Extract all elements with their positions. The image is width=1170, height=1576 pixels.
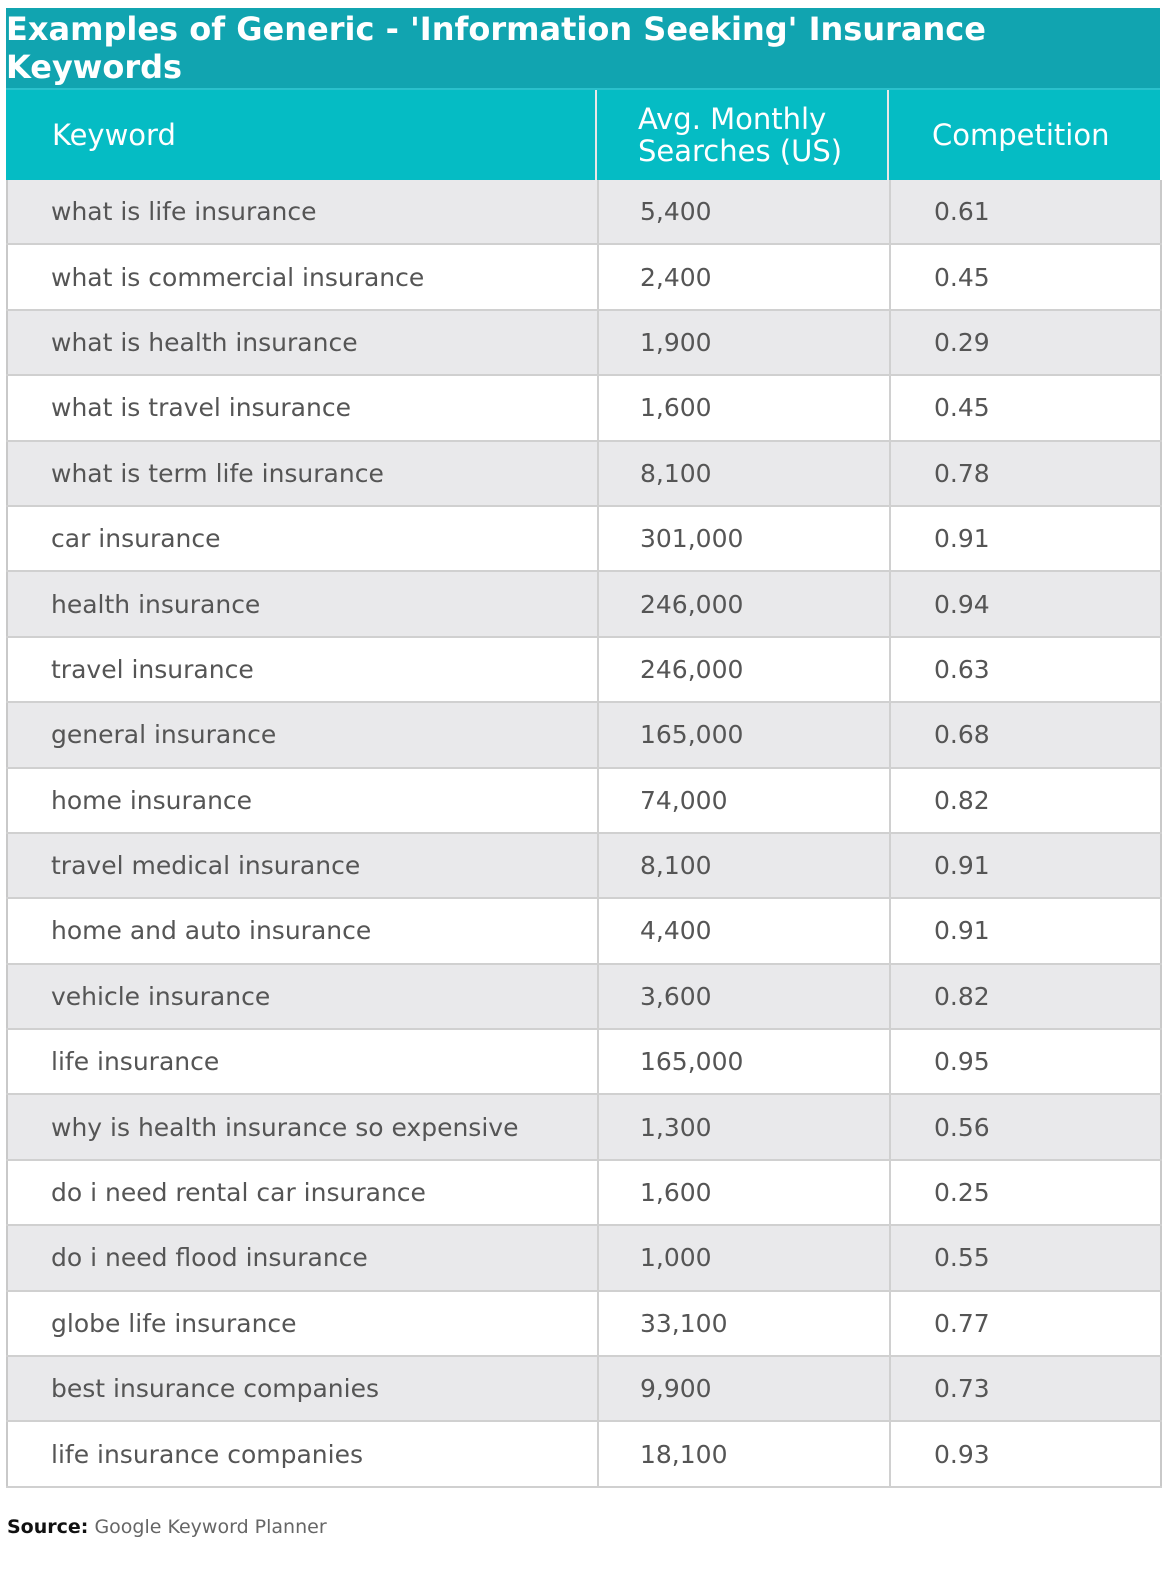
table-row	[7, 702, 1161, 767]
table-row	[7, 1029, 1161, 1094]
competition-cell: 0.68	[890, 702, 1161, 767]
keyword-cell: travel insurance	[7, 637, 598, 702]
table-row	[7, 1094, 1161, 1159]
keyword-cell: life insurance companies	[7, 1421, 598, 1486]
competition-cell: 0.73	[890, 1356, 1161, 1421]
table-row	[7, 571, 1161, 636]
table-row	[7, 898, 1161, 963]
keyword-cell: what is commercial insurance	[7, 244, 598, 309]
keyword-cell: general insurance	[7, 702, 598, 767]
header-keyword: Keyword	[6, 90, 597, 180]
table-row	[7, 506, 1161, 571]
keyword-cell: life insurance	[7, 1029, 598, 1094]
competition-cell: 0.82	[890, 964, 1161, 1029]
searches-cell: 1,000	[598, 1225, 890, 1290]
table-row	[7, 244, 1161, 309]
searches-cell: 1,600	[598, 375, 890, 440]
table-header	[6, 90, 1160, 180]
source-text: Google Keyword Planner	[94, 1516, 327, 1538]
header-searches-line2: Searches (US)	[638, 134, 843, 168]
searches-cell: 1,900	[598, 310, 890, 375]
keyword-cell: do i need rental car insurance	[7, 1160, 598, 1225]
table-row	[7, 375, 1161, 440]
table-row	[7, 1225, 1161, 1290]
table-title: Examples of Generic - 'Information Seeking' Insurance Keywords	[6, 8, 1160, 90]
competition-cell: 0.91	[890, 833, 1161, 898]
keyword-cell: what is term life insurance	[7, 441, 598, 506]
searches-cell: 8,100	[598, 441, 890, 506]
table-row	[7, 637, 1161, 702]
keyword-cell: best insurance companies	[7, 1356, 598, 1421]
competition-cell: 0.45	[890, 375, 1161, 440]
table-row	[7, 964, 1161, 1029]
competition-cell: 0.63	[890, 637, 1161, 702]
searches-cell: 5,400	[598, 180, 890, 244]
table-row	[7, 310, 1161, 375]
table-row	[7, 833, 1161, 898]
keyword-cell: health insurance	[7, 571, 598, 636]
source-label: Source:	[7, 1516, 89, 1538]
table-row	[7, 180, 1161, 244]
competition-cell: 0.55	[890, 1225, 1161, 1290]
searches-cell: 165,000	[598, 702, 890, 767]
header-searches	[597, 90, 889, 180]
keyword-table-card	[6, 8, 1160, 1488]
searches-cell: 33,100	[598, 1291, 890, 1356]
competition-cell: 0.93	[890, 1421, 1161, 1486]
table-row	[7, 1421, 1161, 1486]
keyword-cell: what is life insurance	[7, 180, 598, 244]
competition-cell: 0.78	[890, 441, 1161, 506]
keyword-cell: why is health insurance so expensive	[7, 1094, 598, 1159]
competition-cell: 0.56	[890, 1094, 1161, 1159]
keyword-cell: travel medical insurance	[7, 833, 598, 898]
searches-cell: 246,000	[598, 637, 890, 702]
header-competition: Competition	[932, 117, 1110, 152]
header-searches-line1: Avg. Monthly	[638, 101, 827, 136]
competition-cell: 0.25	[890, 1160, 1161, 1225]
competition-cell: 0.77	[890, 1291, 1161, 1356]
competition-cell: 0.95	[890, 1029, 1161, 1094]
table-row	[7, 1291, 1161, 1356]
searches-cell: 74,000	[598, 768, 890, 833]
searches-cell: 8,100	[598, 833, 890, 898]
searches-cell: 9,900	[598, 1356, 890, 1421]
competition-cell: 0.91	[890, 898, 1161, 963]
table-row	[7, 441, 1161, 506]
competition-cell: 0.94	[890, 571, 1161, 636]
competition-cell: 0.91	[890, 506, 1161, 571]
table-row	[7, 768, 1161, 833]
searches-cell: 1,300	[598, 1094, 890, 1159]
keyword-cell: do i need flood insurance	[7, 1225, 598, 1290]
searches-cell: 246,000	[598, 571, 890, 636]
keyword-cell: home insurance	[7, 768, 598, 833]
searches-cell: 18,100	[598, 1421, 890, 1486]
searches-cell: 1,600	[598, 1160, 890, 1225]
keyword-table	[6, 180, 1162, 1488]
keyword-cell: globe life insurance	[7, 1291, 598, 1356]
keyword-cell: vehicle insurance	[7, 964, 598, 1029]
keyword-cell: home and auto insurance	[7, 898, 598, 963]
keyword-cell: what is health insurance	[7, 310, 598, 375]
searches-cell: 165,000	[598, 1029, 890, 1094]
searches-cell: 3,600	[598, 964, 890, 1029]
keyword-cell: car insurance	[7, 506, 598, 571]
keyword-cell: what is travel insurance	[7, 375, 598, 440]
searches-cell: 2,400	[598, 244, 890, 309]
searches-cell: 4,400	[598, 898, 890, 963]
competition-cell: 0.45	[890, 244, 1161, 309]
competition-cell: 0.61	[890, 180, 1161, 244]
competition-cell: 0.29	[890, 310, 1161, 375]
table-row	[7, 1160, 1161, 1225]
source-note	[7, 1516, 327, 1538]
searches-cell: 301,000	[598, 506, 890, 571]
competition-cell: 0.82	[890, 768, 1161, 833]
table-row	[7, 1356, 1161, 1421]
